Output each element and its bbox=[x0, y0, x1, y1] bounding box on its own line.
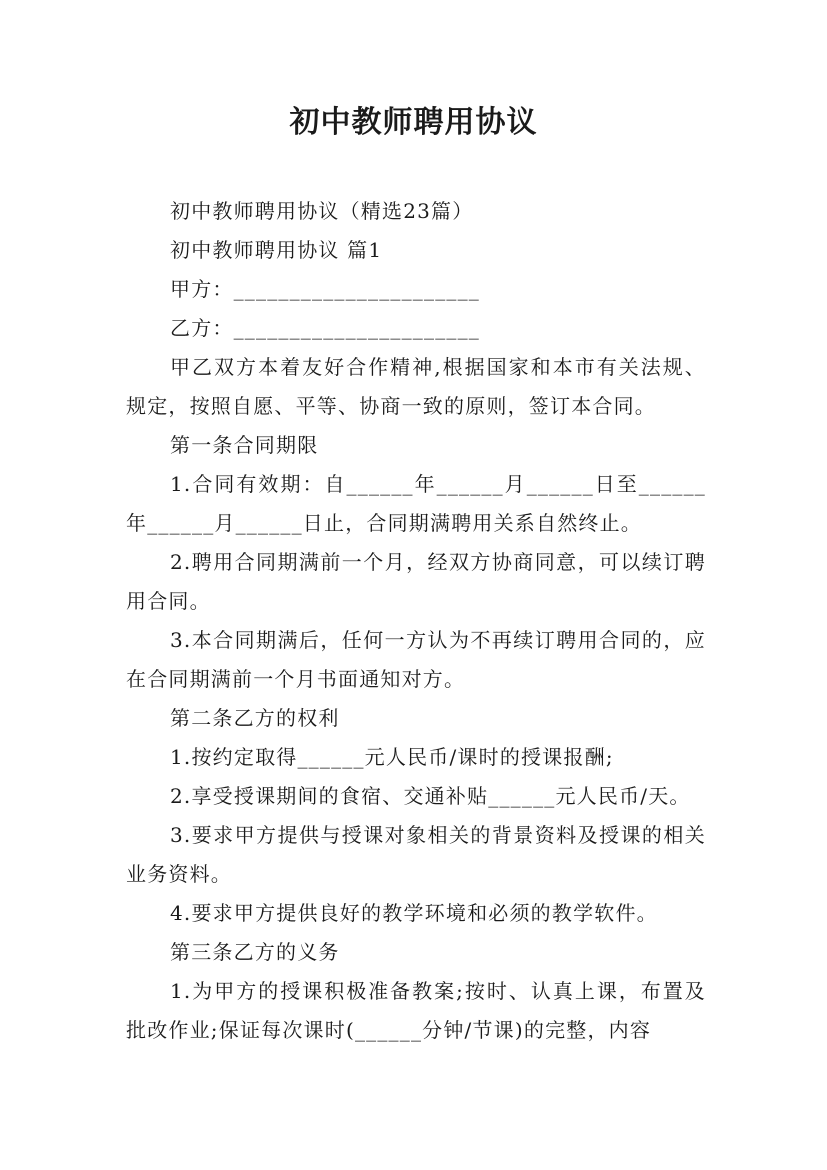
paragraph-party-b: 乙方：______________________ bbox=[170, 316, 480, 340]
paragraph-section-title: 初中教师聘用协议 篇1 bbox=[170, 238, 383, 262]
paragraph-party-a: 甲方：______________________ bbox=[170, 277, 480, 301]
article-2-clause-4: 4.要求甲方提供良好的教学环境和必须的教学软件。 bbox=[170, 901, 658, 925]
article-2-heading: 第二条乙方的权利 bbox=[170, 706, 340, 730]
article-3-heading: 第三条乙方的义务 bbox=[170, 940, 340, 964]
article-2-clause-3: 3.要求甲方提供与授课对象相关的背景资料及授课的相关业务资料。 bbox=[126, 823, 706, 886]
article-1-clause-3: 3.本合同期满后，任何一方认为不再续订聘用合同的，应在合同期满前一个月书面通知对方。 bbox=[126, 628, 706, 691]
document-body bbox=[126, 192, 706, 1050]
document-title: 初中教师聘用协议 bbox=[289, 105, 538, 140]
article-2-clause-2: 2.享受授课期间的食宿、交通补贴______元人民币/天。 bbox=[170, 784, 691, 808]
article-1-clause-1: 1.合同有效期：自______年______月______日至______年______月______日止，合同期满聘用关系自然终止。 bbox=[126, 472, 706, 535]
article-2-clause-1: 1.按约定取得______元人民币/课时的授课报酬; bbox=[170, 745, 614, 769]
paragraph-preamble: 甲乙双方本着友好合作精神,根据国家和本市有关法规、规定，按照自愿、平等、协商一致的原则，签订本合同。 bbox=[126, 355, 706, 418]
paragraph-subtitle: 初中教师聘用协议（精选23篇） bbox=[170, 199, 474, 223]
article-1-heading: 第一条合同期限 bbox=[170, 433, 319, 457]
article-3-clause-1: 1.为甲方的授课积极准备教案;按时、认真上课，布置及批改作业;保证每次课时(______分钟/节课)的完整，内容 bbox=[126, 979, 706, 1042]
article-1-clause-2: 2.聘用合同期满前一个月，经双方协商同意，可以续订聘用合同。 bbox=[126, 550, 706, 613]
